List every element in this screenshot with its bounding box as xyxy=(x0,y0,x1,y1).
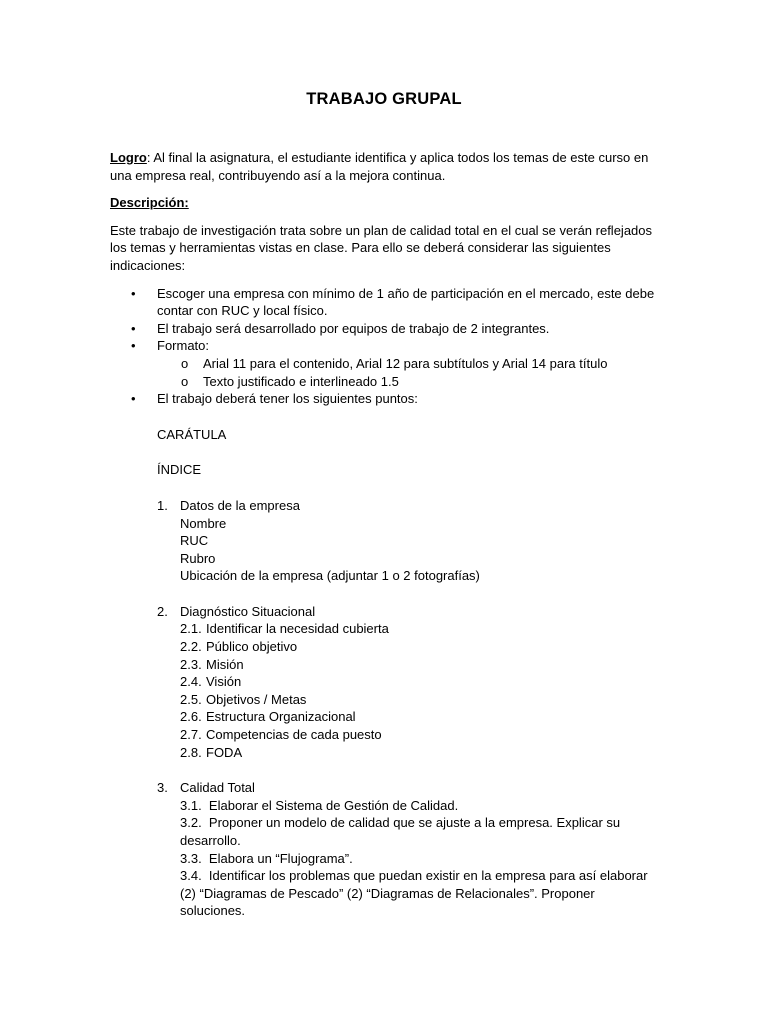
subsection-text: Proponer un modelo de calidad que se ajuste a la empresa. Explicar su xyxy=(208,815,621,831)
subsection-text: Misión xyxy=(206,656,244,672)
list-item-text: Formato: xyxy=(157,338,210,354)
sublist-item-text: Texto justificado e interlineado 1.5 xyxy=(203,373,399,389)
descripcion-label: Descripción: xyxy=(110,195,189,211)
subsection-number: 2.3. xyxy=(180,656,202,672)
subsection-item xyxy=(180,620,655,638)
section-2 xyxy=(157,603,655,761)
sublist-item xyxy=(157,373,655,391)
subsection-item xyxy=(180,726,655,744)
subsection-text: Competencias de cada puesto xyxy=(206,727,382,743)
descripcion-heading xyxy=(110,194,655,212)
list-item xyxy=(110,390,655,408)
required-points xyxy=(110,426,655,920)
section-1 xyxy=(157,497,655,585)
list-item xyxy=(110,320,655,338)
subsection-number: 2.1. xyxy=(180,621,202,637)
subsection-text: Identificar los problemas que puedan existir en la empresa para así elaborar xyxy=(208,868,648,884)
subsection-text: Estructura Organizacional xyxy=(206,709,356,725)
section-line: Nombre xyxy=(180,515,227,531)
circle-bullet-icon: o xyxy=(181,373,189,389)
list-item-text: El trabajo será desarrollado por equipos de trabajo de 2 integrantes. xyxy=(157,320,550,336)
caratula-heading: CARÁTULA xyxy=(157,426,227,442)
section-title: Datos de la empresa xyxy=(180,497,300,513)
document-title: TRABAJO GRUPAL xyxy=(306,90,462,108)
subsection-list xyxy=(180,620,655,761)
subsection-text: Objetivos / Metas xyxy=(206,691,307,707)
subsection-item xyxy=(180,691,655,709)
subsection-text: Público objetivo xyxy=(206,639,298,655)
subsection-number: 2.5. xyxy=(180,691,202,707)
sublist-item xyxy=(157,355,655,373)
subsection-continuation: desarrollo. xyxy=(180,833,241,848)
section-line: Rubro xyxy=(180,550,216,566)
circle-bullet-icon: o xyxy=(181,355,189,371)
subsection-item xyxy=(180,867,655,885)
subsection-item xyxy=(180,673,655,691)
sublist-item-text: Arial 11 para el contenido, Arial 12 para subtítulos y Arial 14 para título xyxy=(203,355,608,371)
logro-text: : Al final la asignatura, el estudiante identifica y aplica todos los temas de este curso en una empresa real, contribuyendo así a la mejora continua. xyxy=(110,150,649,183)
subsection-number: 3.3. xyxy=(180,850,202,866)
list-item-text: El trabajo deberá tener los siguientes puntos: xyxy=(157,391,418,407)
subsection-text: Elabora un “Flujograma”. xyxy=(208,850,353,866)
indice-heading: ÍNDICE xyxy=(157,462,202,478)
subsection-item xyxy=(180,638,655,656)
section-line: RUC xyxy=(180,533,209,549)
section-number: 1. xyxy=(157,497,168,513)
subsection-continuation: (2) “Diagramas de Pescado” (2) “Diagramas de Relacionales”. Proponer soluciones. xyxy=(180,885,595,919)
list-item-text: Escoger una empresa con mínimo de 1 año de participación en el mercado, este debe contar con RUC y local físico. xyxy=(157,285,655,319)
subsection-item xyxy=(180,744,655,762)
subsection-number: 2.4. xyxy=(180,674,202,690)
format-sublist xyxy=(157,355,655,390)
section-line: Ubicación de la empresa (adjuntar 1 o 2 fotografías) xyxy=(180,568,480,584)
document-body xyxy=(110,149,655,920)
subsection-item xyxy=(180,708,655,726)
bullet-icon: • xyxy=(131,320,136,336)
subsection-text: FODA xyxy=(206,744,243,760)
logro-label: Logro xyxy=(110,150,147,165)
list-item xyxy=(110,337,655,390)
subsection-number: 3.1. xyxy=(180,797,202,813)
subsection-number: 2.7. xyxy=(180,727,202,743)
subsection-text: Visión xyxy=(206,674,242,690)
bullet-icon: • xyxy=(131,285,136,301)
section-number: 3. xyxy=(157,780,168,796)
indications-list xyxy=(110,285,655,408)
subsection-item xyxy=(180,850,655,868)
bullet-icon: • xyxy=(131,391,136,407)
subsection-number: 3.2. xyxy=(180,815,202,831)
subsection-item xyxy=(180,656,655,674)
subsection-item xyxy=(180,797,655,815)
section-number: 2. xyxy=(157,603,168,619)
subsection-number: 2.6. xyxy=(180,709,202,725)
section-3 xyxy=(157,779,655,920)
subsection-text: Elaborar el Sistema de Gestión de Calidad. xyxy=(208,797,459,813)
subsection-number: 2.2. xyxy=(180,639,202,655)
descripcion-paragraph: Este trabajo de investigación trata sobre un plan de calidad total en el cual se verán reflejados los temas y herramientas vistas en clase. Para ello se deberá considerar las siguientes indicaciones: xyxy=(110,222,653,273)
section-title: Diagnóstico Situacional xyxy=(180,603,316,619)
subsection-number: 3.4. xyxy=(180,868,202,884)
subsection-list xyxy=(180,797,655,920)
bullet-icon: • xyxy=(131,338,136,354)
subsection-number: 2.8. xyxy=(180,744,202,760)
section-title: Calidad Total xyxy=(180,780,255,796)
list-item xyxy=(110,285,655,320)
subsection-item xyxy=(180,814,655,832)
subsection-text: Identificar la necesidad cubierta xyxy=(206,621,389,637)
logro-paragraph xyxy=(110,149,655,184)
